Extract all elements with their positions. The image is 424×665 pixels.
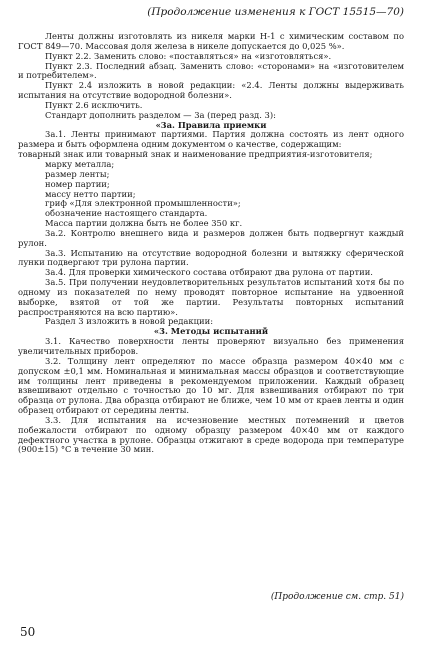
- paragraph-3-2: 3.2. Толщину лент определяют по массе образца размером 40×40 мм с допуском ±0,1 мм. Номинальная и минимальная массы образцов и соответствующие им толщины лент приведены в рекомендуемом приложении. Каждый образец взвешивают отдельно с точностью до 10 мг. Для взвешивания отбирают по три образца от рулона. Два образца отбирают не ближе, чем 10 мм от краев ленты и один образец отбирают от середины ленты.: [18, 355, 404, 416]
- list-item-metal-grade: марку металла;: [45, 158, 115, 169]
- list-item-standard: обозначение настоящего стандарта.: [45, 208, 208, 219]
- list-item-tape-size: размер ленты;: [45, 168, 110, 179]
- section-heading-3a: «3а. Правила приемки: [155, 119, 267, 130]
- paragraph-section-3-intro: Раздел 3 изложить в новой редакции:: [45, 316, 214, 327]
- paragraph-item-2-2: Пункт 2.2. Заменить слово: «поставляться» на «изготовляться».: [45, 50, 332, 61]
- paragraph-lot-mass: Масса партии должна быть не более 350 кг.: [45, 218, 243, 229]
- continuation-footer: (Продолжение см. стр. 51): [270, 592, 404, 602]
- paragraph-item-2-6: Пункт 2.6 исключить.: [45, 99, 143, 110]
- page-number: 50: [20, 625, 36, 639]
- list-item-lot-number: номер партии;: [45, 178, 110, 189]
- paragraph-item-2-3: Пункт 2.3. Последний абзац. Заменить слово: «сторонами» на «изготовителем и потребителем».: [18, 60, 404, 81]
- section-heading-3: «3. Методы испытаний: [153, 326, 269, 337]
- paragraph-3a-2: 3а.2. Контролю внешнего вида и размеров должен быть подвергнут каждый рулон.: [18, 227, 404, 248]
- continuation-header: (Продолжение изменения к ГОСТ 15515—70): [147, 6, 404, 18]
- document-body: [18, 32, 404, 455]
- list-item-stamp: гриф «Для электронной промышленности»;: [45, 198, 241, 209]
- paragraph-3a-5: 3а.5. При получении неудовлетворительных результатов испытаний хотя бы по одному из показателей по нему проводят повторное испытание на удвоенной выборке, взятой от той же партии. Результаты повторных испытаний распространяются на всю партию».: [18, 277, 404, 317]
- list-item-net-mass: массу нетто партии;: [45, 188, 136, 199]
- paragraph-3-3: 3.3. Для испытания на исчезновение местных потемнений и цветов побежалости отбирают по одному образцу размером 40×40 мм от каждого дефектного участка в рулоне. Образцы отжигают в среде водорода при температуре (900±15) °С в течение 30 мин.: [18, 414, 404, 455]
- paragraph-3a-3: 3а.3. Испытанию на отсутствие водородной болезни и вытяжку сферической лунки подвергают три рулона партии.: [18, 247, 404, 268]
- paragraph-3a-4: 3а.4. Для проверки химического состава отбирают два рулона от партии.: [45, 267, 373, 278]
- paragraph-item-2-4: Пункт 2.4 изложить в новой редакции: «2.4. Ленты должны выдерживать испытания на отсутствие водородной болезни».: [18, 80, 404, 101]
- paragraph-add-section: Стандарт дополнить разделом — 3а (перед разд. 3):: [45, 109, 276, 120]
- paragraph-3a-1: 3а.1. Ленты принимают партиями. Партия должна состоять из лент одного размера и быть оформлена одним документом о качестве, содержащим:: [18, 129, 404, 150]
- list-item-trademark: товарный знак или товарный знак и наименование предприятия-изготовителя;: [18, 149, 373, 160]
- paragraph-3-1: 3.1. Качество поверхности ленты проверяют визуально без применения увеличительных приборов.: [18, 336, 404, 356]
- paragraph-nickel-grade: Ленты должны изготовлять из никеля марки Н-1 с химическим составом по ГОСТ 849—70. Массовая доля железа в никеле допускается до 0,025 %».: [18, 31, 404, 51]
